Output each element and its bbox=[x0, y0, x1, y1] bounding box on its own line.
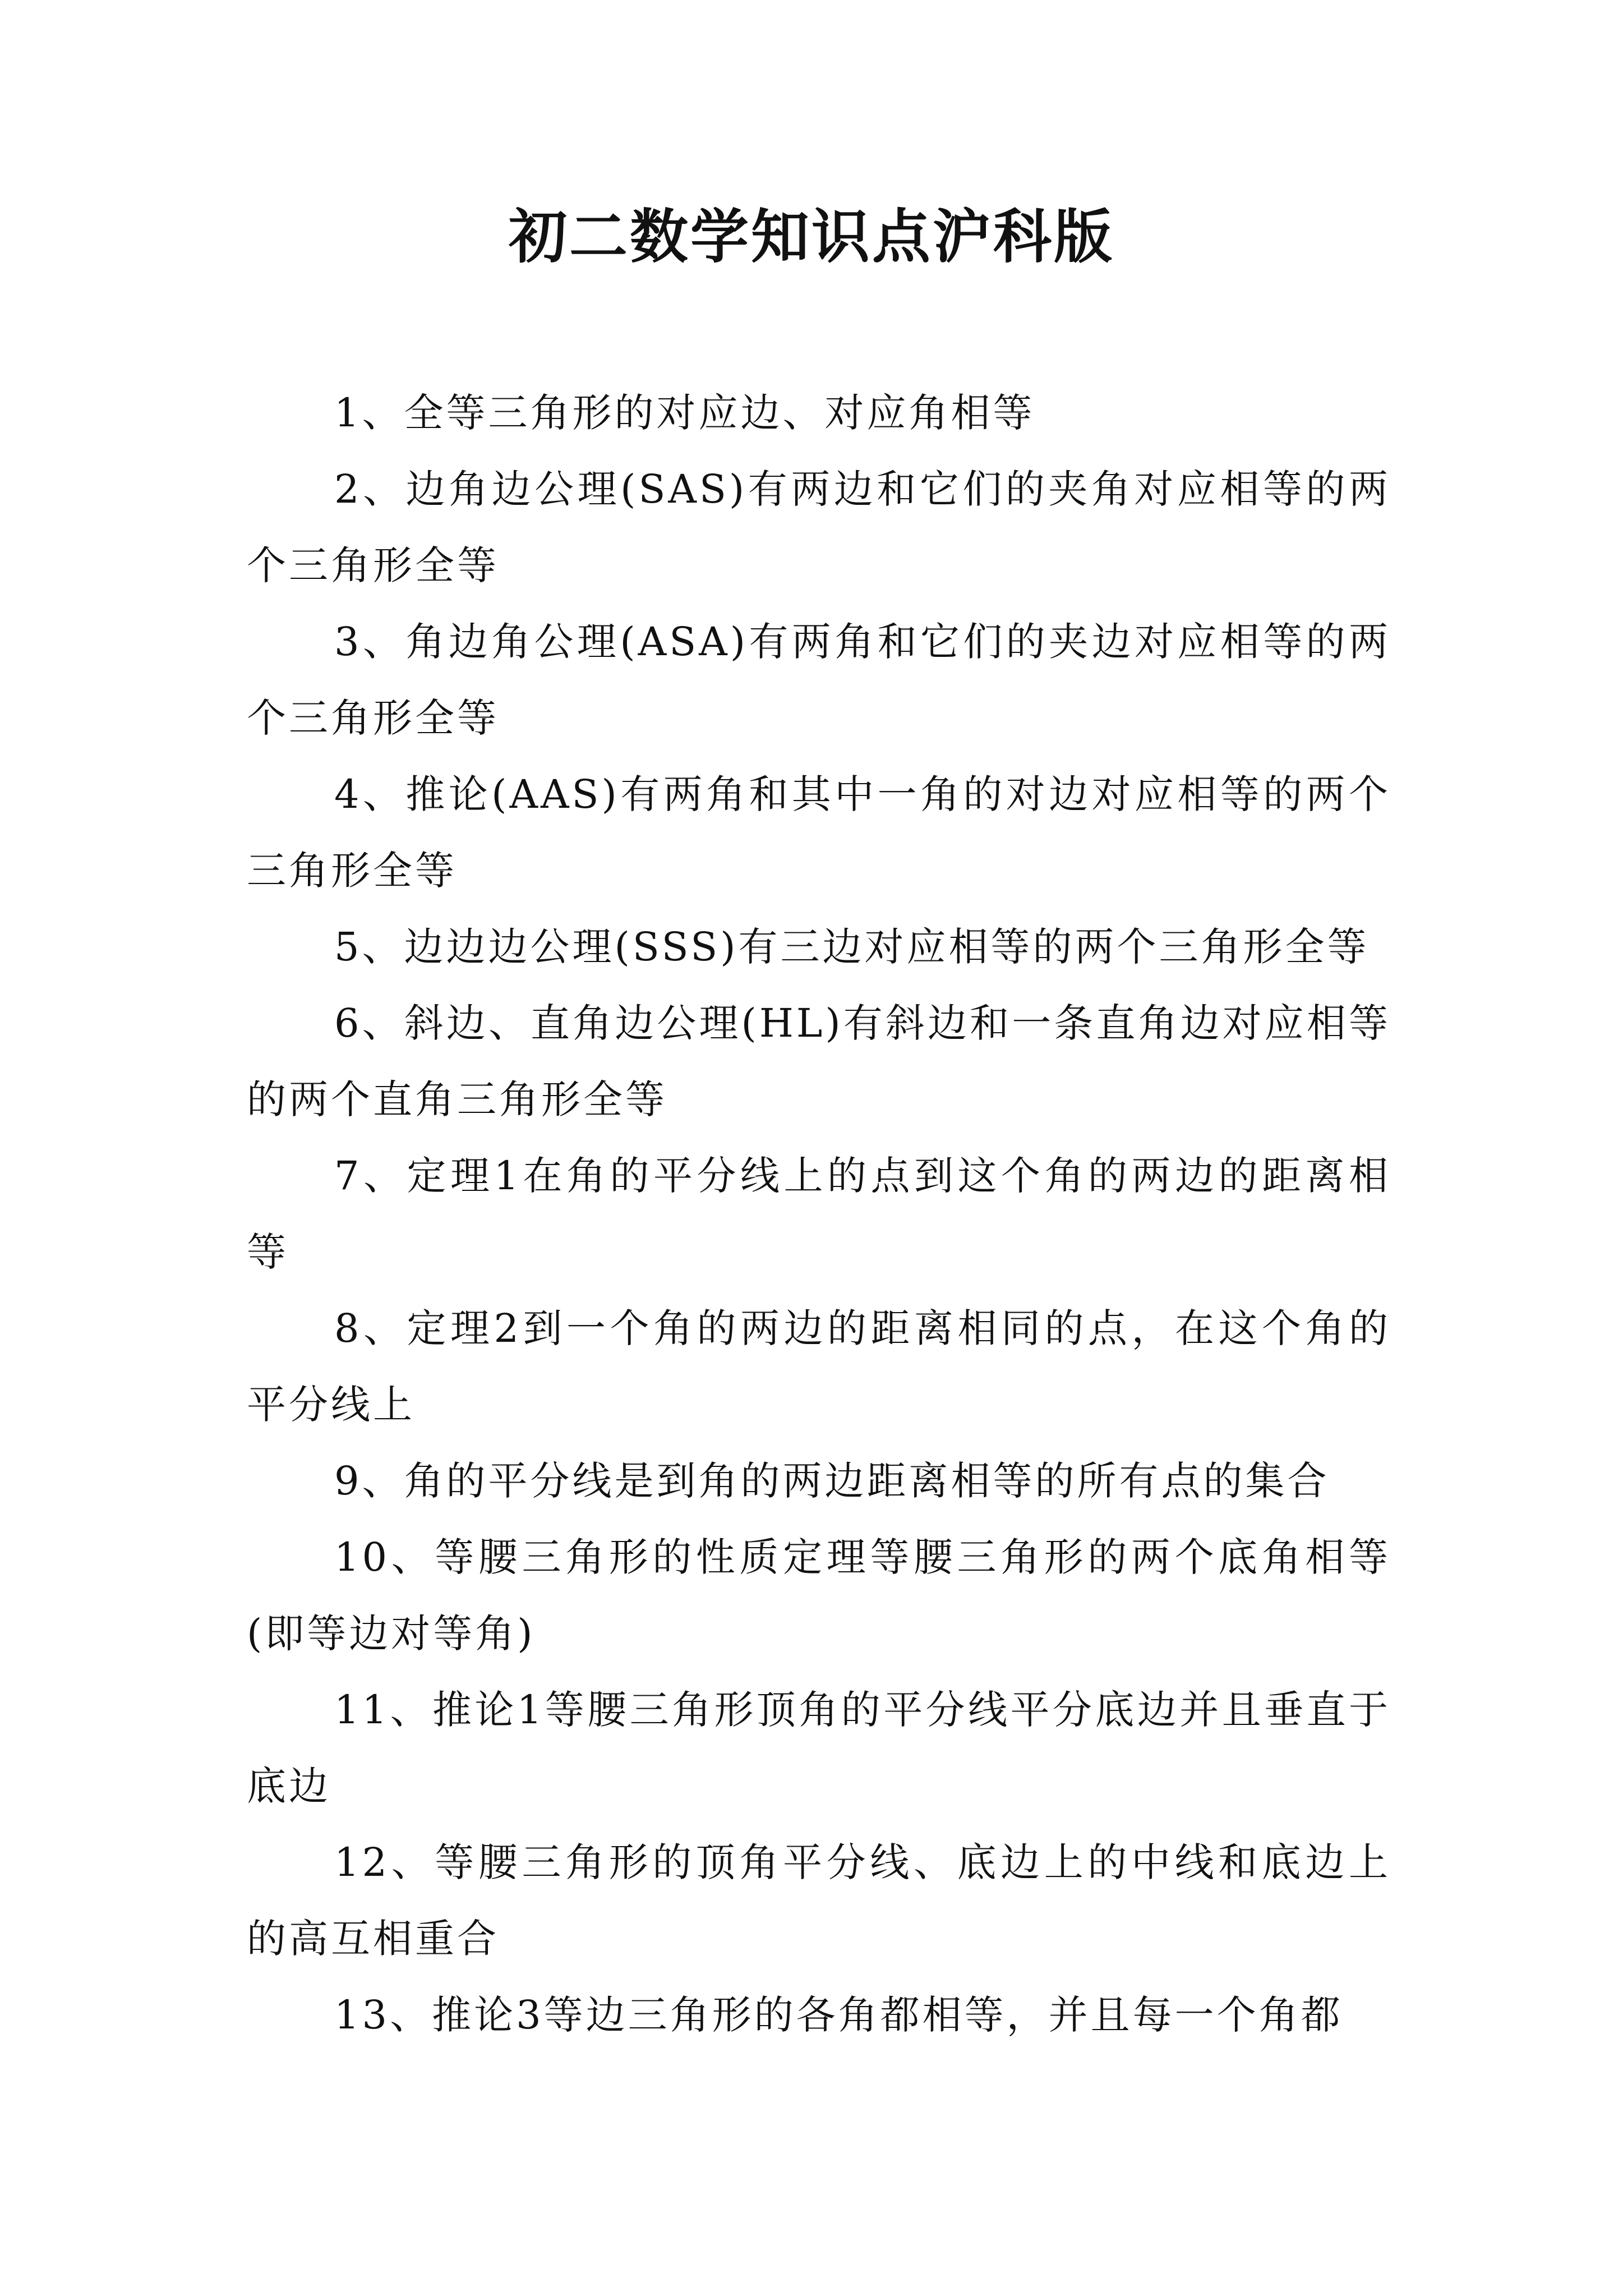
paragraph-8: 8、定理2到一个角的两边的距离相同的点，在这个角的平分线上 bbox=[247, 1305, 1391, 1428]
paragraph-5: 5、边边边公理(SSS)有三边对应相等的两个三角形全等 bbox=[334, 924, 1370, 970]
paragraph-10: 10、等腰三角形的性质定理等腰三角形的两个底角相等(即等边对等角) bbox=[247, 1534, 1391, 1657]
paragraph-4: 4、推论(AAS)有两角和其中一角的对边对应相等的两个三角形全等 bbox=[247, 771, 1391, 894]
paragraph-12: 12、等腰三角形的顶角平分线、底边上的中线和底边上的高互相重合 bbox=[247, 1839, 1391, 1962]
paragraph-9: 9、角的平分线是到角的两边距离相等的所有点的集合 bbox=[334, 1458, 1330, 1504]
paragraph-7: 7、定理1在角的平分线上的点到这个角的两边的距离相等 bbox=[247, 1153, 1391, 1275]
document-body bbox=[247, 375, 1391, 2053]
paragraph-13: 13、推论3等边三角形的各角都相等，并且每一个角都 bbox=[334, 1992, 1343, 2038]
paragraph-1: 1、全等三角形的对应边、对应角相等 bbox=[334, 390, 1035, 436]
paragraph-3: 3、角边角公理(ASA)有两角和它们的夹边对应相等的两个三角形全等 bbox=[247, 619, 1391, 741]
paragraph-6: 6、斜边、直角边公理(HL)有斜边和一条直角边对应相等的两个直角三角形全等 bbox=[247, 1000, 1391, 1122]
paragraph-11: 11、推论1等腰三角形顶角的平分线平分底边并且垂直于底边 bbox=[247, 1687, 1391, 1809]
paragraph-2: 2、边角边公理(SAS)有两边和它们的夹角对应相等的两个三角形全等 bbox=[247, 466, 1391, 588]
document-title: 初二数学知识点沪科版 bbox=[508, 202, 1114, 271]
